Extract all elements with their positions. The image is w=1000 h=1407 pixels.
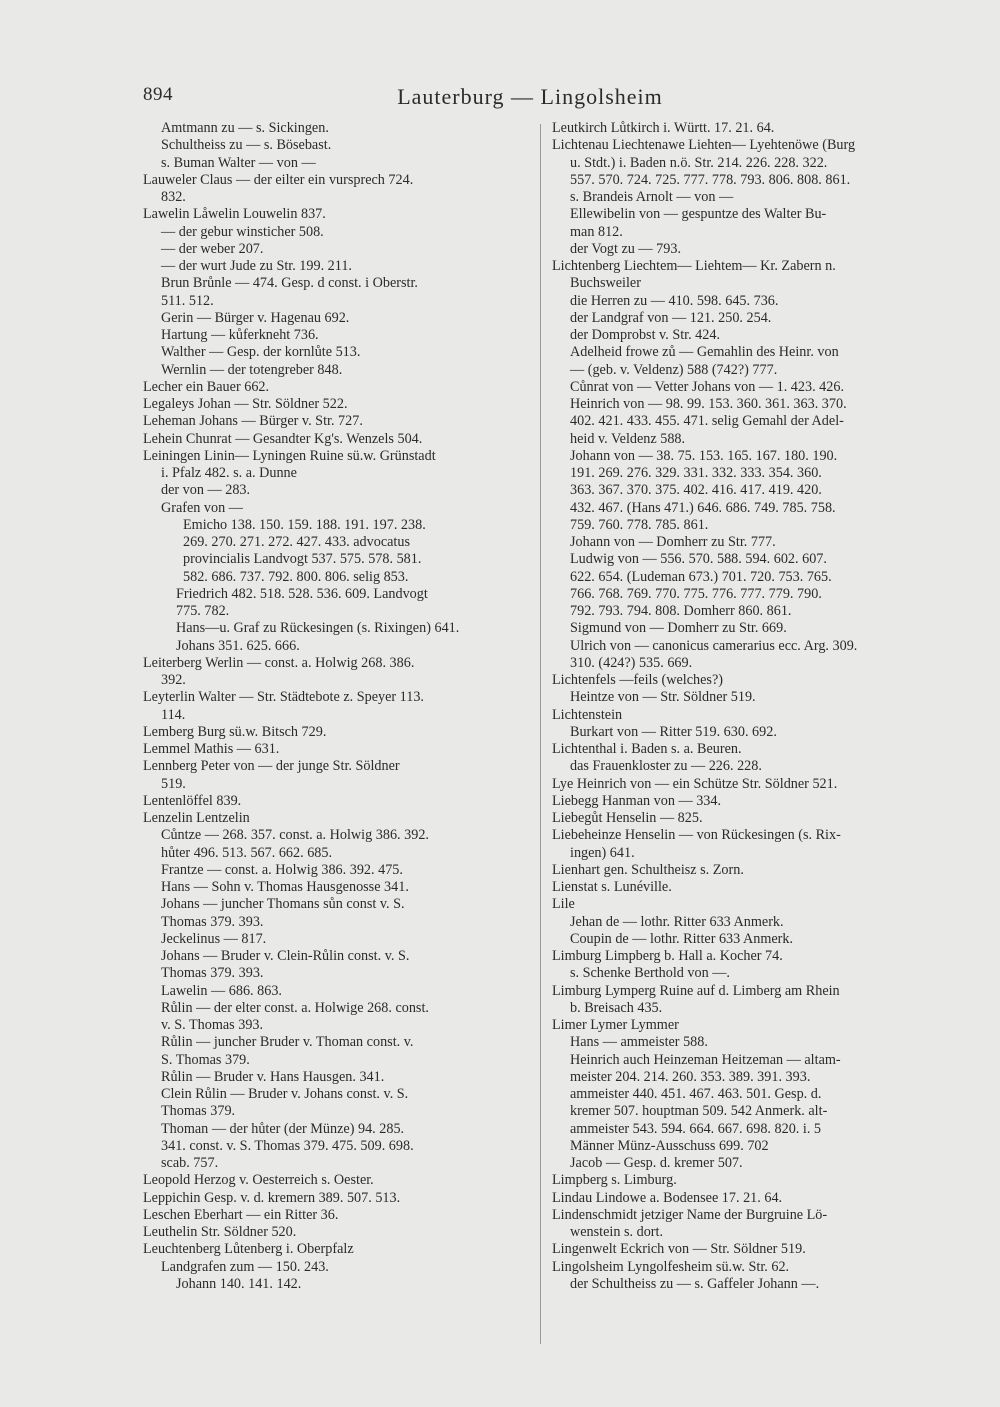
index-subentry: 363. 367. 370. 375. 402. 416. 417. 419. 420.: [570, 482, 822, 499]
index-entry: Lingolsheim Lyngolfesheim sü.w. Str. 62.: [552, 1258, 790, 1275]
index-subentry: Thomas 379. 393.: [161, 913, 264, 930]
index-subentry: Buchsweiler: [570, 275, 641, 292]
index-subentry: Johann von — Domherr zu Str. 777.: [570, 534, 776, 550]
index-entry: Limpberg s. Limburg.: [552, 1172, 677, 1189]
index-subentry: 191. 269. 276. 329. 331. 332. 333. 354. 360.: [570, 465, 822, 481]
index-subentry: 759. 760. 778. 785. 861.: [570, 516, 709, 533]
index-subentry: Růlin — der elter const. a. Holwige 268. const.: [161, 999, 429, 1016]
index-subentry: 310. (424?) 535. 669.: [570, 654, 693, 671]
index-subentry: — der weber 207.: [161, 240, 264, 257]
index-entry: Lichtenstein: [552, 706, 623, 723]
index-entry: Leiningen Linin— Lyningen Ruine sü.w. Grünstadt: [143, 447, 436, 464]
index-subentry: der Vogt zu — 793.: [570, 240, 681, 257]
index-entry: Lehein Chunrat — Gesandter Kg's. Wenzels 504.: [143, 430, 423, 447]
index-entry: Leuchtenberg Lůtenberg i. Oberpfalz: [143, 1241, 354, 1258]
index-subentry: 402. 421. 433. 455. 471. selig Gemahl der Adel-: [570, 413, 844, 430]
index-subentry: Ludwig von — 556. 570. 588. 594. 602. 607.: [570, 551, 827, 568]
index-subentry: Brun Brůnle — 474. Gesp. d const. i Oberstr.: [161, 275, 418, 292]
index-entry: Limburg Lymperg Ruine auf d. Limberg am Rhein: [552, 982, 840, 999]
index-subentry: Hans — ammeister 588.: [570, 1034, 708, 1051]
index-subentry: Clein Růlin — Bruder v. Johans const. v. S.: [161, 1086, 409, 1102]
index-subentry: 622. 654. (Ludeman 673.) 701. 720. 753. 765.: [570, 568, 832, 585]
index-subentry: Walther — Gesp. der kornlůte 513.: [161, 344, 361, 361]
index-subentry: Johans — juncher Thomans sůn const v. S.: [161, 896, 405, 913]
index-entry: Liebegůt Henselin — 825.: [552, 810, 703, 826]
index-entry: Lile: [552, 896, 575, 913]
index-subentry: Johann 140. 141. 142.: [176, 1275, 302, 1292]
index-entry: Leuthelin Str. Söldner 520.: [143, 1224, 297, 1240]
index-entry: Lennberg Peter von — der junge Str. Söldner: [143, 758, 400, 775]
index-subentry: heid v. Veldenz 588.: [570, 430, 686, 447]
index-subentry: Thomas 379.: [161, 1103, 236, 1120]
index-entry: Liebeheinze Henselin — von Rückesingen (s. Rix-: [552, 827, 841, 844]
index-column-left: [143, 121, 529, 1294]
index-subentry: der von — 283.: [161, 482, 251, 499]
index-entry: Liebegg Hanman von — 334.: [552, 792, 722, 809]
index-entry: Legaleys Johan — Str. Söldner 522.: [143, 396, 348, 412]
index-entry: Leyterlin Walter — Str. Städtebote z. Speyer 113.: [143, 689, 424, 706]
index-entry: Lienstat s. Lunéville.: [552, 879, 672, 895]
index-entry: Lindenschmidt jetziger Name der Burgruine Lö-: [552, 1206, 828, 1223]
column-divider: [540, 124, 541, 1344]
index-subentry: Amtmann zu — s. Sickingen.: [161, 120, 329, 136]
index-subentry: Hans — Sohn v. Thomas Hausgenosse 341.: [161, 879, 409, 895]
index-subentry: Heinrich von — 98. 99. 153. 360. 361. 363. 370.: [570, 396, 847, 412]
index-entry: Lichtenthal i. Baden s. a. Beuren.: [552, 741, 742, 757]
index-subentry: Johans — Bruder v. Clein-Růlin const. v. S.: [161, 948, 410, 964]
index-subentry: 341. const. v. S. Thomas 379. 475. 509. 698.: [161, 1137, 414, 1154]
index-entry: Lemberg Burg sü.w. Bitsch 729.: [143, 723, 327, 740]
index-subentry: ingen) 641.: [570, 844, 635, 861]
index-subentry: Růlin — juncher Bruder v. Thoman const. v.: [161, 1034, 414, 1051]
index-subentry: der Landgraf von — 121. 250. 254.: [570, 309, 772, 326]
index-subentry: Thomas 379. 393.: [161, 965, 264, 982]
index-subentry: kremer 507. houptman 509. 542 Anmerk. alt-: [570, 1103, 828, 1120]
index-subentry: 519.: [161, 775, 186, 792]
index-subentry: — (geb. v. Veldenz) 588 (742?) 777.: [570, 361, 778, 378]
index-subentry: Hartung — kůferkneht 736.: [161, 327, 319, 343]
index-subentry: Emicho 138. 150. 159. 188. 191. 197. 238.: [183, 516, 426, 533]
index-subentry: Johann von — 38. 75. 153. 165. 167. 180. 190.: [570, 447, 838, 464]
index-entry: Leutkirch Lůtkirch i. Württ. 17. 21. 64.: [552, 120, 775, 136]
index-subentry: Thoman — der hůter (der Münze) 94. 285.: [161, 1120, 405, 1137]
index-entry: Lenzelin Lentzelin: [143, 810, 250, 826]
index-subentry: Frantze — const. a. Holwig 386. 392. 475.: [161, 861, 403, 878]
index-subentry: Hans—u. Graf zu Rückesingen (s. Rixingen) 641.: [176, 620, 460, 637]
index-subentry: i. Pfalz 482. s. a. Dunne: [161, 465, 297, 481]
index-subentry: scab. 757.: [161, 1155, 219, 1171]
index-subentry: 766. 768. 769. 770. 775. 776. 777. 779. 790.: [570, 585, 822, 602]
index-subentry: — der gebur winsticher 508.: [161, 223, 324, 240]
index-subentry: Cůntze — 268. 357. const. a. Holwig 386. 392.: [161, 827, 429, 844]
index-entry: Limburg Limpberg b. Hall a. Kocher 74.: [552, 948, 783, 964]
index-subentry: 557. 570. 724. 725. 777. 778. 793. 806. 808. 861.: [570, 171, 851, 188]
index-subentry: Adelheid frowe zů — Gemahlin des Heinr. von: [570, 344, 839, 361]
index-subentry: b. Breisach 435.: [570, 999, 663, 1016]
index-subentry: Lawelin — 686. 863.: [161, 982, 282, 999]
index-subentry: 511. 512.: [161, 292, 214, 309]
page-title: Lauterburg — Lingolsheim: [397, 84, 663, 109]
index-subentry: s. Schenke Berthold von —.: [570, 965, 730, 982]
index-subentry: Johans 351. 625. 666.: [176, 637, 300, 654]
index-subentry: S. Thomas 379.: [161, 1051, 250, 1068]
index-subentry: 269. 270. 271. 272. 427. 433. advocatus: [183, 534, 410, 550]
index-column-right: [552, 121, 929, 1294]
index-entry: Lecher ein Bauer 662.: [143, 378, 270, 395]
index-subentry: Wernlin — der totengreber 848.: [161, 361, 343, 378]
index-subentry: Heintze von — Str. Söldner 519.: [570, 689, 756, 706]
index-subentry: Cůnrat von — Vetter Johans von — 1. 423. 426.: [570, 378, 845, 395]
index-entry: Limer Lymer Lymmer: [552, 1017, 679, 1033]
index-entry: Lindau Lindowe a. Bodensee 17. 21. 64.: [552, 1189, 783, 1206]
index-entry: Leheman Johans — Bürger v. Str. 727.: [143, 413, 363, 430]
index-subentry: Burkart von — Ritter 519. 630. 692.: [570, 723, 777, 740]
index-subentry: Jacob — Gesp. d. kremer 507.: [570, 1155, 743, 1171]
index-subentry: Sigmund von — Domherr zu Str. 669.: [570, 620, 787, 637]
index-subentry: u. Stdt.) i. Baden n.ö. Str. 214. 226. 228. 322.: [570, 154, 828, 171]
index-subentry: v. S. Thomas 393.: [161, 1017, 264, 1033]
index-subentry: — der wurt Jude zu Str. 199. 211.: [161, 258, 352, 274]
index-subentry: 775. 782.: [176, 603, 230, 619]
index-subentry: Grafen von —: [161, 499, 243, 516]
index-subentry: 582. 686. 737. 792. 800. 806. selig 853.: [183, 568, 409, 585]
index-subentry: Landgrafen zum — 150. 243.: [161, 1258, 329, 1275]
index-entry: Leopold Herzog v. Oesterreich s. Oester.: [143, 1172, 374, 1189]
index-subentry: Ulrich von — canonicus camerarius ecc. Arg. 309.: [570, 637, 858, 654]
index-entry: Lichtenfels —feils (welches?): [552, 672, 723, 688]
index-subentry: man 812.: [570, 223, 623, 240]
index-subentry: 832.: [161, 189, 186, 205]
index-entry: Lichtenau Liechtenawe Liehten— Lyehtenöwe (Burg: [552, 137, 856, 154]
index-subentry: ammeister 440. 451. 467. 463. 501. Gesp. d.: [570, 1086, 822, 1102]
index-subentry: die Herren zu — 410. 598. 645. 736.: [570, 292, 779, 309]
index-subentry: 432. 467. (Hans 471.) 646. 686. 749. 785. 758.: [570, 499, 836, 516]
index-entry: Lentenlöffel 839.: [143, 792, 242, 809]
index-subentry: Jehan de — lothr. Ritter 633 Anmerk.: [570, 913, 784, 930]
index-subentry: Ellewibelin von — gespuntze des Walter Bu-: [570, 206, 827, 223]
index-subentry: hůter 496. 513. 567. 662. 685.: [161, 844, 333, 861]
index-entry: Lingenwelt Eckrich von — Str. Söldner 519.: [552, 1241, 806, 1258]
index-subentry: Männer Münz-Ausschuss 699. 702: [570, 1137, 769, 1154]
index-entry: Lawelin Låwelin Louwelin 837.: [143, 206, 326, 223]
index-subentry: Friedrich 482. 518. 528. 536. 609. Landvogt: [176, 585, 428, 602]
index-subentry: 114.: [161, 706, 186, 723]
index-subentry: wenstein s. dort.: [570, 1224, 663, 1240]
index-subentry: das Frauenkloster zu — 226. 228.: [570, 758, 762, 775]
index-subentry: s. Buman Walter — von —: [161, 154, 316, 171]
index-subentry: 392.: [161, 672, 186, 688]
index-entry: Leiterberg Werlin — const. a. Holwig 268. 386.: [143, 654, 415, 671]
index-entry: Lemmel Mathis — 631.: [143, 741, 280, 757]
page-number: 894: [143, 84, 173, 105]
index-subentry: der Domprobst v. Str. 424.: [570, 327, 721, 343]
index-entry: Lauweler Claus — der eilter ein vursprech 724.: [143, 171, 414, 188]
index-subentry: Heinrich auch Heinzeman Heitzeman — altam-: [570, 1051, 841, 1068]
index-entry: Lye Heinrich von — ein Schütze Str. Söldner 521.: [552, 775, 838, 792]
index-entry: Leppichin Gesp. v. d. kremern 389. 507. 513.: [143, 1189, 401, 1206]
index-subentry: meister 204. 214. 260. 353. 389. 391. 393.: [570, 1068, 811, 1085]
index-entry: Leschen Eberhart — ein Ritter 36.: [143, 1206, 339, 1223]
index-subentry: der Schultheiss zu — s. Gaffeler Johann —.: [570, 1275, 820, 1292]
index-subentry: Růlin — Bruder v. Hans Hausgen. 341.: [161, 1068, 385, 1085]
index-subentry: Coupin de — lothr. Ritter 633 Anmerk.: [570, 930, 794, 947]
index-subentry: 792. 793. 794. 808. Domherr 860. 861.: [570, 603, 792, 619]
index-subentry: Jeckelinus — 817.: [161, 930, 267, 947]
index-subentry: Schultheiss zu — s. Bösebast.: [161, 137, 332, 154]
index-subentry: Gerin — Bürger v. Hagenau 692.: [161, 309, 350, 326]
index-entry: Lichtenberg Liechtem— Liehtem— Kr. Zabern n.: [552, 258, 836, 274]
index-entry: Lienhart gen. Schultheisz s. Zorn.: [552, 861, 744, 878]
index-subentry: s. Brandeis Arnolt — von —: [570, 189, 734, 205]
index-subentry: ammeister 543. 594. 664. 667. 698. 820. i. 5: [570, 1120, 822, 1137]
index-subentry: provincialis Landvogt 537. 575. 578. 581.: [183, 551, 422, 568]
